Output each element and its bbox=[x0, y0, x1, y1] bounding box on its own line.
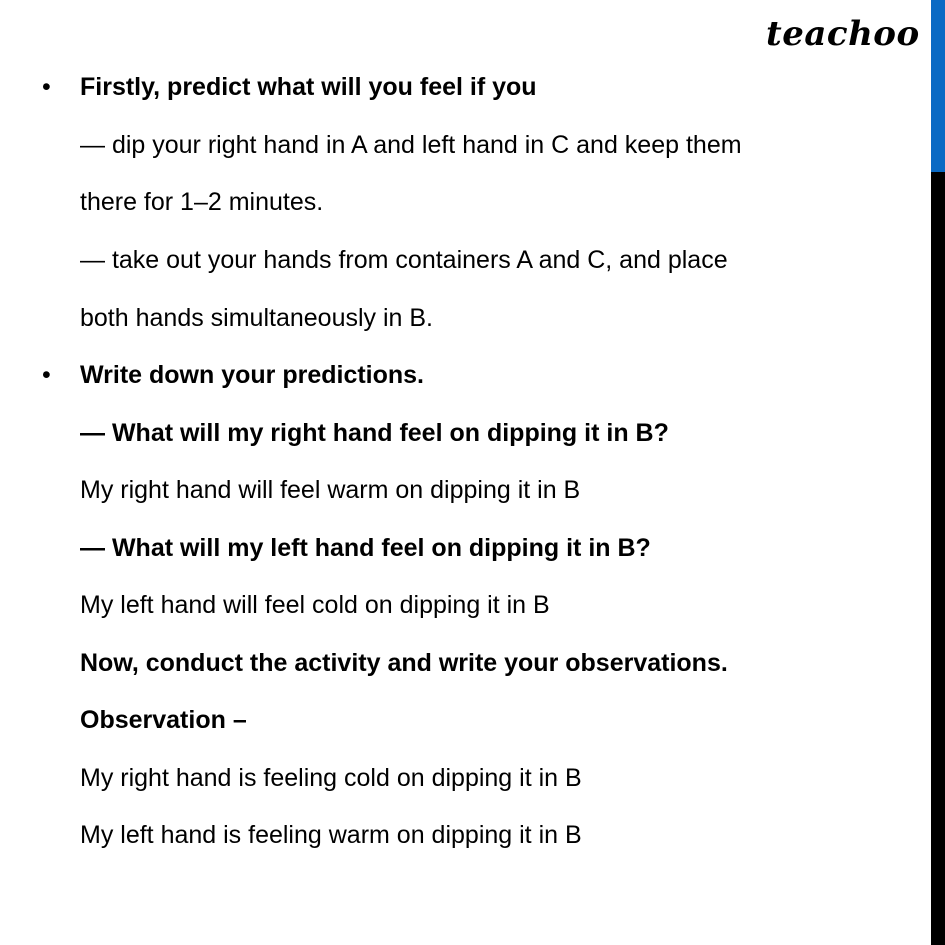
instruction-heading: Firstly, predict what will you feel if you bbox=[80, 73, 537, 101]
observation: My right hand is feeling cold on dipping it in B bbox=[80, 764, 582, 792]
observation-heading: Observation – bbox=[80, 706, 247, 734]
bullet-icon: • bbox=[42, 73, 51, 101]
instruction-step: both hands simultaneously in B. bbox=[80, 304, 433, 332]
answer: My left hand will feel cold on dipping it in B bbox=[80, 591, 550, 619]
observation: My left hand is feeling warm on dipping it in B bbox=[80, 821, 582, 849]
instruction-step: there for 1–2 minutes. bbox=[80, 188, 324, 216]
instruction-step: — dip your right hand in A and left hand in C and keep them bbox=[80, 131, 742, 159]
bullet-icon: • bbox=[42, 361, 51, 389]
predictions-heading: Write down your predictions. bbox=[80, 361, 425, 389]
teachoo-logo: teachoo bbox=[766, 14, 920, 54]
question: — What will my left hand feel on dipping it in B? bbox=[80, 534, 651, 562]
instruction-step: — take out your hands from containers A and C, and place bbox=[80, 246, 728, 274]
question: — What will my right hand feel on dipping it in B? bbox=[80, 419, 669, 447]
answer: My right hand will feel warm on dipping it in B bbox=[80, 476, 581, 504]
accent-bar-blue bbox=[931, 0, 945, 172]
accent-bar-black bbox=[931, 172, 945, 945]
activity-heading: Now, conduct the activity and write your observations. bbox=[80, 649, 728, 677]
